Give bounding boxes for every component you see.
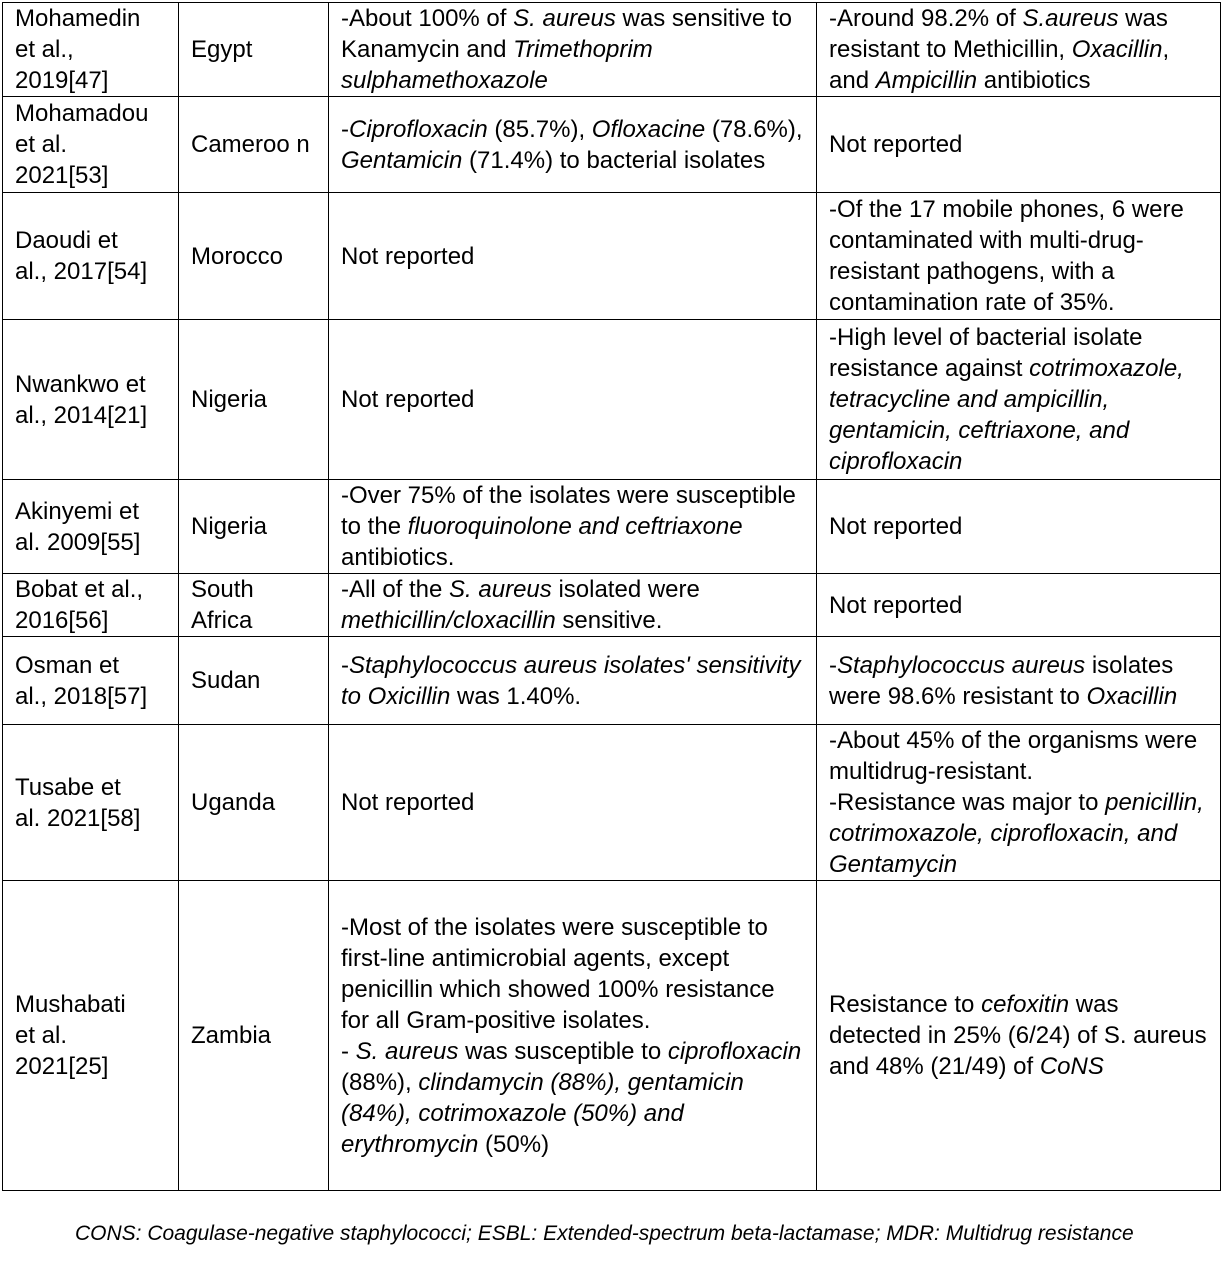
italic-term: Ofloxacine: [591, 115, 706, 143]
text-run: Not reported: [341, 386, 475, 413]
resistance-cell: [817, 574, 1221, 637]
resistance-cell: [817, 97, 1221, 193]
table-row: [3, 574, 1221, 637]
resistance-cell: [817, 881, 1221, 1191]
resistance-cell: [817, 193, 1221, 320]
text-run: Not reported: [341, 242, 475, 270]
author-line: al., 2014[21]: [15, 401, 148, 429]
text-run: (78.6%),: [705, 115, 803, 143]
italic-term: S. aureus: [355, 1037, 459, 1065]
text-run: -Of the 17 mobile phones, 6 were contaminated with multi-drug-resistant pathogens, with a contamination rate of 35%.: [829, 196, 1184, 316]
table-row: [3, 193, 1221, 320]
country-cell: Zambia: [179, 881, 329, 1191]
country-cell: South Africa: [179, 574, 329, 637]
author-line: et al.,: [15, 36, 74, 63]
resistance-cell: [817, 3, 1221, 97]
italic-term: penicillin, cotrimoxazole, ciprofloxacin, and Gentamycin: [829, 789, 1204, 878]
table-row: [3, 3, 1221, 97]
country-cell: Egypt: [179, 3, 329, 97]
table-row: [3, 725, 1221, 881]
author-cell: [3, 574, 179, 637]
table-row: [3, 97, 1221, 193]
country-cell: Uganda: [179, 725, 329, 881]
author-cell: [3, 881, 179, 1191]
author-line: Akinyemi et: [15, 497, 140, 525]
text-run: -Most of the isolates were susceptible to first-line antimicrobial agents, except penicillin which showed 100% resistance for all Gram-positive isolates.: [341, 913, 775, 1034]
author-line: al., 2017[54]: [15, 258, 148, 285]
table-row: [3, 637, 1221, 725]
author-line: Bobat et al.,: [15, 576, 144, 603]
author-line: 2021[25]: [15, 1053, 109, 1080]
author-cell: [3, 637, 179, 725]
sensitivity-cell: [329, 637, 817, 725]
author-line: al., 2018[57]: [15, 682, 148, 710]
italic-term: Staphylococcus aureus isolates' sensitivity to Oxicillin: [341, 651, 801, 710]
author-line: al. 2021[58]: [15, 804, 141, 832]
text-run: -: [341, 1037, 356, 1065]
author-line: et al.: [15, 131, 68, 158]
footnote: CONS: Coagulase-negative staphylococci; ESBL: Extended-spectrum beta-lactamase; MDR: Multidrug resistance: [75, 1222, 1134, 1245]
text-run: Resistance to: [829, 991, 982, 1018]
study-table: [2, 2, 1221, 1191]
italic-term: Ciprofloxacin: [349, 115, 488, 143]
country-cell: Sudan: [179, 637, 329, 725]
sensitivity-cell: [329, 3, 817, 97]
italic-term: S.aureus: [1022, 5, 1119, 32]
italic-term: Gentamicin: [341, 146, 463, 174]
italic-term: Oxacillin: [1071, 36, 1163, 63]
text-run: Not reported: [829, 131, 963, 158]
author-line: Osman et: [15, 651, 120, 679]
sensitivity-cell: [329, 881, 817, 1191]
text-run: -: [341, 651, 349, 679]
author-cell: [3, 3, 179, 97]
author-line: Daoudi et: [15, 227, 118, 254]
sensitivity-cell: [329, 725, 817, 881]
text-run: (88%),: [341, 1068, 419, 1096]
text-run: -About 100% of: [341, 5, 514, 32]
text-run: -Over 75% of the isolates were susceptible to the: [341, 482, 796, 540]
text-run: isolates were 98.6% resistant to: [829, 651, 1174, 710]
italic-term: methicillin/cloxacillin: [341, 607, 556, 634]
text-run: sensitive.: [555, 607, 663, 634]
text-run: -All of the: [341, 576, 450, 603]
country-cell: Cameroo n: [179, 97, 329, 193]
text-run: was resistant to Methicillin,: [829, 5, 1168, 63]
text-run: -: [829, 651, 837, 679]
resistance-cell: [817, 320, 1221, 480]
italic-term: CoNS: [1039, 1053, 1104, 1080]
text-run: -About 45% of the organisms were multidrug-resistant.: [829, 727, 1198, 785]
italic-term: clindamycin (88%), gentamicin (84%), cotrimoxazole (50%) and erythromycin: [341, 1068, 744, 1158]
resistance-cell: [817, 725, 1221, 881]
author-line: al. 2009[55]: [15, 528, 141, 556]
text-run: isolated were: [551, 576, 700, 603]
text-run: (85.7%),: [487, 115, 592, 143]
sensitivity-cell: [329, 97, 817, 193]
italic-term: cefoxitin: [981, 991, 1070, 1018]
sensitivity-cell: [329, 193, 817, 320]
text-run: -High level of bacterial isolate resistance against: [829, 324, 1143, 382]
text-run: Not reported: [829, 591, 963, 619]
author-line: Tusabe et: [15, 773, 121, 801]
author-cell: [3, 97, 179, 193]
text-run: was detected in 25% (6/24) of S. aureus and 48% (21/49) of: [829, 991, 1207, 1080]
italic-term: fluoroquinolone and ceftriaxone: [407, 513, 743, 540]
country-cell: Nigeria: [179, 480, 329, 574]
text-run: was susceptible to: [458, 1037, 668, 1065]
resistance-cell: [817, 480, 1221, 574]
text-run: was 1.40%.: [450, 682, 582, 710]
text-run: -: [341, 115, 349, 143]
sensitivity-cell: [329, 480, 817, 574]
table-row: [3, 320, 1221, 480]
text-run: antibiotics.: [341, 544, 455, 571]
author-cell: [3, 193, 179, 320]
resistance-cell: [817, 637, 1221, 725]
country-cell: Morocco: [179, 193, 329, 320]
italic-term: Ampicillin: [875, 67, 978, 94]
author-line: et al.: [15, 1022, 68, 1049]
sensitivity-cell: [329, 320, 817, 480]
text-run: (50%): [478, 1130, 550, 1158]
author-cell: [3, 480, 179, 574]
author-line: 2019[47]: [15, 67, 109, 94]
table-row: [3, 881, 1221, 1191]
text-run: (71.4%) to bacterial isolates: [462, 146, 766, 174]
sensitivity-cell: [329, 574, 817, 637]
author-line: Nwankwo et: [15, 370, 146, 398]
author-cell: [3, 725, 179, 881]
italic-term: Staphylococcus aureus: [837, 651, 1086, 679]
country-cell: Nigeria: [179, 320, 329, 480]
italic-term: S. aureus: [449, 576, 552, 603]
text-run: Not reported: [829, 513, 963, 540]
text-run: Not reported: [341, 789, 475, 816]
italic-term: Trimethoprim sulphamethoxazole: [341, 36, 653, 94]
text-run: -Resistance was major to: [829, 789, 1106, 816]
table-row: [3, 480, 1221, 574]
text-run: , and: [829, 36, 1170, 94]
text-run: antibiotics: [977, 67, 1091, 94]
text-run: -Around 98.2% of: [829, 5, 1023, 32]
author-line: 2016[56]: [15, 607, 109, 634]
author-line: Mohamedin: [15, 5, 141, 32]
italic-term: Oxacillin: [1086, 682, 1178, 710]
italic-term: cotrimoxazole, tetracycline and ampicillin, gentamicin, ceftriaxone, and ciprofloxacin: [829, 355, 1184, 475]
author-line: Mushabati: [15, 991, 126, 1018]
author-line: 2021[53]: [15, 162, 109, 189]
italic-term: ciprofloxacin: [667, 1037, 802, 1065]
study-table-body: [3, 3, 1221, 1191]
author-line: Mohamadou: [15, 100, 149, 127]
italic-term: S. aureus: [513, 5, 616, 32]
text-run: was sensitive to Kanamycin and: [341, 5, 792, 63]
author-cell: [3, 320, 179, 480]
